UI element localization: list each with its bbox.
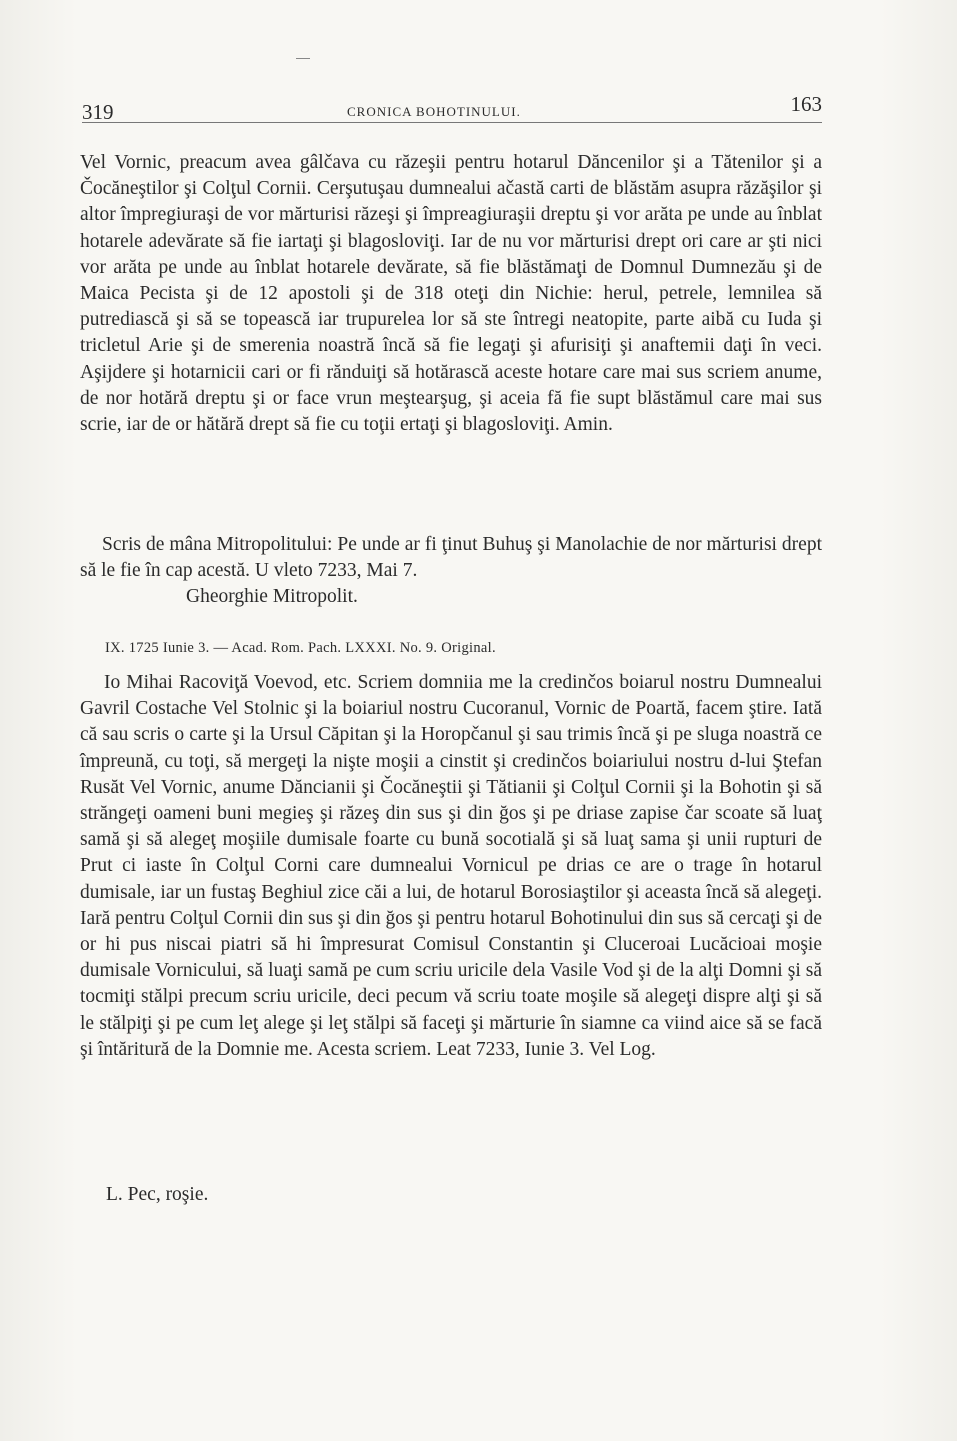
paragraph-metropolitan-note: Scris de mâna Mitropolitului: Pe unde ar fi ţinut Buhuş şi Manolachie de nor mărturisi drept să le fie în cap acestă. U vleto 7233, Mai 7. [80,534,822,582]
document-source-line: IX. 1725 Iunie 3. — Acad. Rom. Pach. LXXXI. No. 9. Original. [105,640,496,656]
page-number-left: 319 [82,100,114,124]
running-header [82,92,822,126]
running-title: CRONICA BOHOTINULUI. [347,104,521,119]
seal-note: L. Pec, roşie. [106,1184,209,1205]
header-rule [82,122,822,123]
paragraph-curse-letter: Vel Vornic, preacum avea gâlčava cu răzeşii pentru hotarul Dăncenilor şi a Tătenilor şi a Čocăneştilor şi Colţul Cornii. Cerşutuşau dumnealui ačastă carti de blăstăm asupra răzăşilor şi altor împregiuraşi de vor mărturisi răzeşi şi împreagiuraşii dreptu şi vor arăta pe unde au înblat hotarele adevărate să fie iartaţi şi blagosloviţi. Iar de nu vor mărturisi drept ori care ar şti nici vor arăta pe unde au înblat hotarele devărate, să fie blăstămaţi de Domnul Dumnezău şi de Maica Pecista şi de 12 apostoli şi de 318 oteţi din Nichie: herul, petrele, lemnilea să putrediască şi să se topească iar trupurelea lor să ste întregi neatopite, parte aibă cu Iuda şi tricletul Arie şi de smerenia noastră încă să fie legaţi şi afurisiţi şi anaftemii daţi în veci. Aşijdere şi hotarnicii cari or fi rănduiţi să hotărască aceste hotare care mai sus scriem anume, de nor hotără dreptu şi or face vrun meştearşug, şi aceia fă fie supt blăstămul care mai sus scrie, iar de or hătără drept să fie cu toţii ertaţi şi blagosloviţi. Amin. [80,152,822,436]
paragraph-voevod-letter: Io Mihai Racoviţă Voevod, etc. Scriem domniia me la credinčos boiarul nostru Dumnealui Gavril Costache Vel Stolnic şi la boiariul nostru Cucoranul, Vornic de Poartă, facem ştire. Iată că sau scris o carte şi la Ursul Căpitan şi la Horopčanul şi sau trimis încă şi pe sluga noastră ce împreună, cu toţi, să mergeţi la nişte moşii a cinstit şi credinčos boiariului nostru d-lui Ştefan Rusăt Vel Vornic, anume Dăncianii şi Čocăneştii şi Tătianii şi Colţul Cornii şi la Bohotin şi să străngeţi oameni buni megieş şi răzeş din sus şi din ğos şi pe driase zapise čar scoate să luaţ samă şi să alegeţ moşiile dumisale foarte cu bună socotială şi să luaţ sama şi unii rupturi de Prut ci iaste în Colţul Corni care dumnealui Vornicul pe drias ce are o trage în hotarul dumisale, iar un fustaş Beghiul zice căi a lui, de hotarul Borosiaştilor şi aceasta încă să alegeţi. Iară pentru Colţul Cornii din sus şi din ğos şi pentru hotarul Bohotinului din sus să cercaţi şi de or hi pus niscai piatri să hi împresurat Comisul Constantin şi Cluceroai Lucăcioai moşie dumisale Vornicului, să luaţi samă pe cum scriu uricile dela Vasile Vod şi de la alţi Domni şi să tocmiţi stălpi precum scriu uricile, deci pecum vă scriu toate moşile să alegeţi dispre alţi şi să le stălpiţi şi pe cum leţ alege şi leţ stălpi să faceţi şi mărturie în siamne ca viind aice să se facă şi întăritură de la Domnie me. Acesta scriem. Leat 7233, Iunie 3. Vel Log. [80,672,822,1060]
page-number-right: 163 [790,92,822,116]
scan-mark [296,58,310,59]
signature-metropolitan: Gheorghie Mitropolit. [186,586,358,607]
